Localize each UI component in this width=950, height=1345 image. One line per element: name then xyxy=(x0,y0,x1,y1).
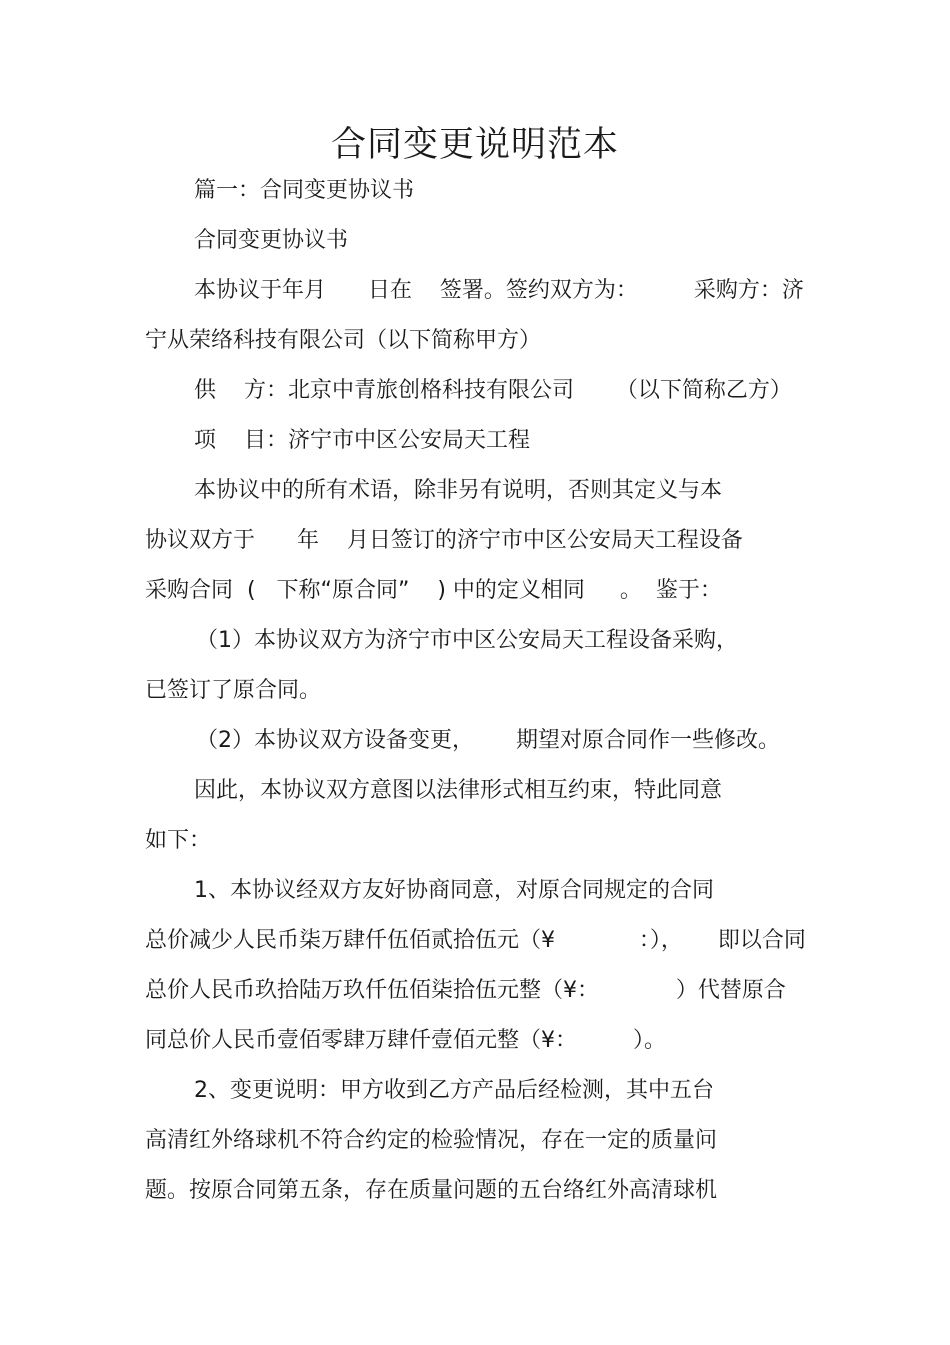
whereas-item-1: （1）本协议双方为济宁市中区公安局天工程设备采购， xyxy=(196,628,738,653)
paragraph-line: 同总价人民币壹佰零肆万肆仟壹佰元整（¥： ）。 xyxy=(145,1028,666,1053)
agreement-title: 合同变更协议书 xyxy=(194,228,349,253)
paragraph-line: 高清红外络球机不符合约定的检验情况，存在一定的质量问 xyxy=(145,1128,718,1153)
paragraph-line: 本协议于年月 日在 签署。签约双方为： 采购方：济 xyxy=(194,278,804,303)
clause-2: 2、变更说明：甲方收到乙方产品后经检测，其中五台 xyxy=(194,1078,714,1103)
paragraph-line: 总价人民币玖拾陆万玖仟伍佰柒拾伍元整（¥： ）代替原合 xyxy=(145,978,786,1003)
paragraph-line: 总价减少人民币柒万肆仟伍佰贰拾伍元（¥ ：）， 即以合同 xyxy=(145,928,806,953)
paragraph-line: 题。按原合同第五条，存在质量问题的五台络红外高清球机 xyxy=(145,1178,718,1203)
paragraph-line: 本协议中的所有术语，除非另有说明，否则其定义与本 xyxy=(194,478,723,503)
paragraph-line: 如下： xyxy=(145,828,212,853)
paragraph-line: 已签订了原合同。 xyxy=(145,678,322,703)
clause-1: 1、本协议经双方友好协商同意，对原合同规定的合同 xyxy=(194,878,714,903)
paragraph-line: 宁从荣络科技有限公司（以下简称甲方） xyxy=(145,328,542,353)
project-line: 项 目：济宁市中区公安局天工程 xyxy=(194,428,530,453)
paragraph-line: 因此，本协议双方意图以法律形式相互约束，特此同意 xyxy=(194,778,723,803)
paragraph-line: 采购合同 ( 下称“原合同” ) 中的定义相同 。 鉴于： xyxy=(145,578,722,603)
supplier-line: 供 方：北京中青旅创格科技有限公司 （以下简称乙方） xyxy=(194,378,792,403)
document-title: 合同变更说明范本 xyxy=(330,125,619,165)
section-heading: 篇一：合同变更协议书 xyxy=(194,178,415,203)
paragraph-line: 协议双方于 年 月日签订的济宁市中区公安局天工程设备 xyxy=(145,528,743,553)
whereas-item-2: （2）本协议双方设备变更， 期望对原合同作一些修改。 xyxy=(196,728,780,753)
